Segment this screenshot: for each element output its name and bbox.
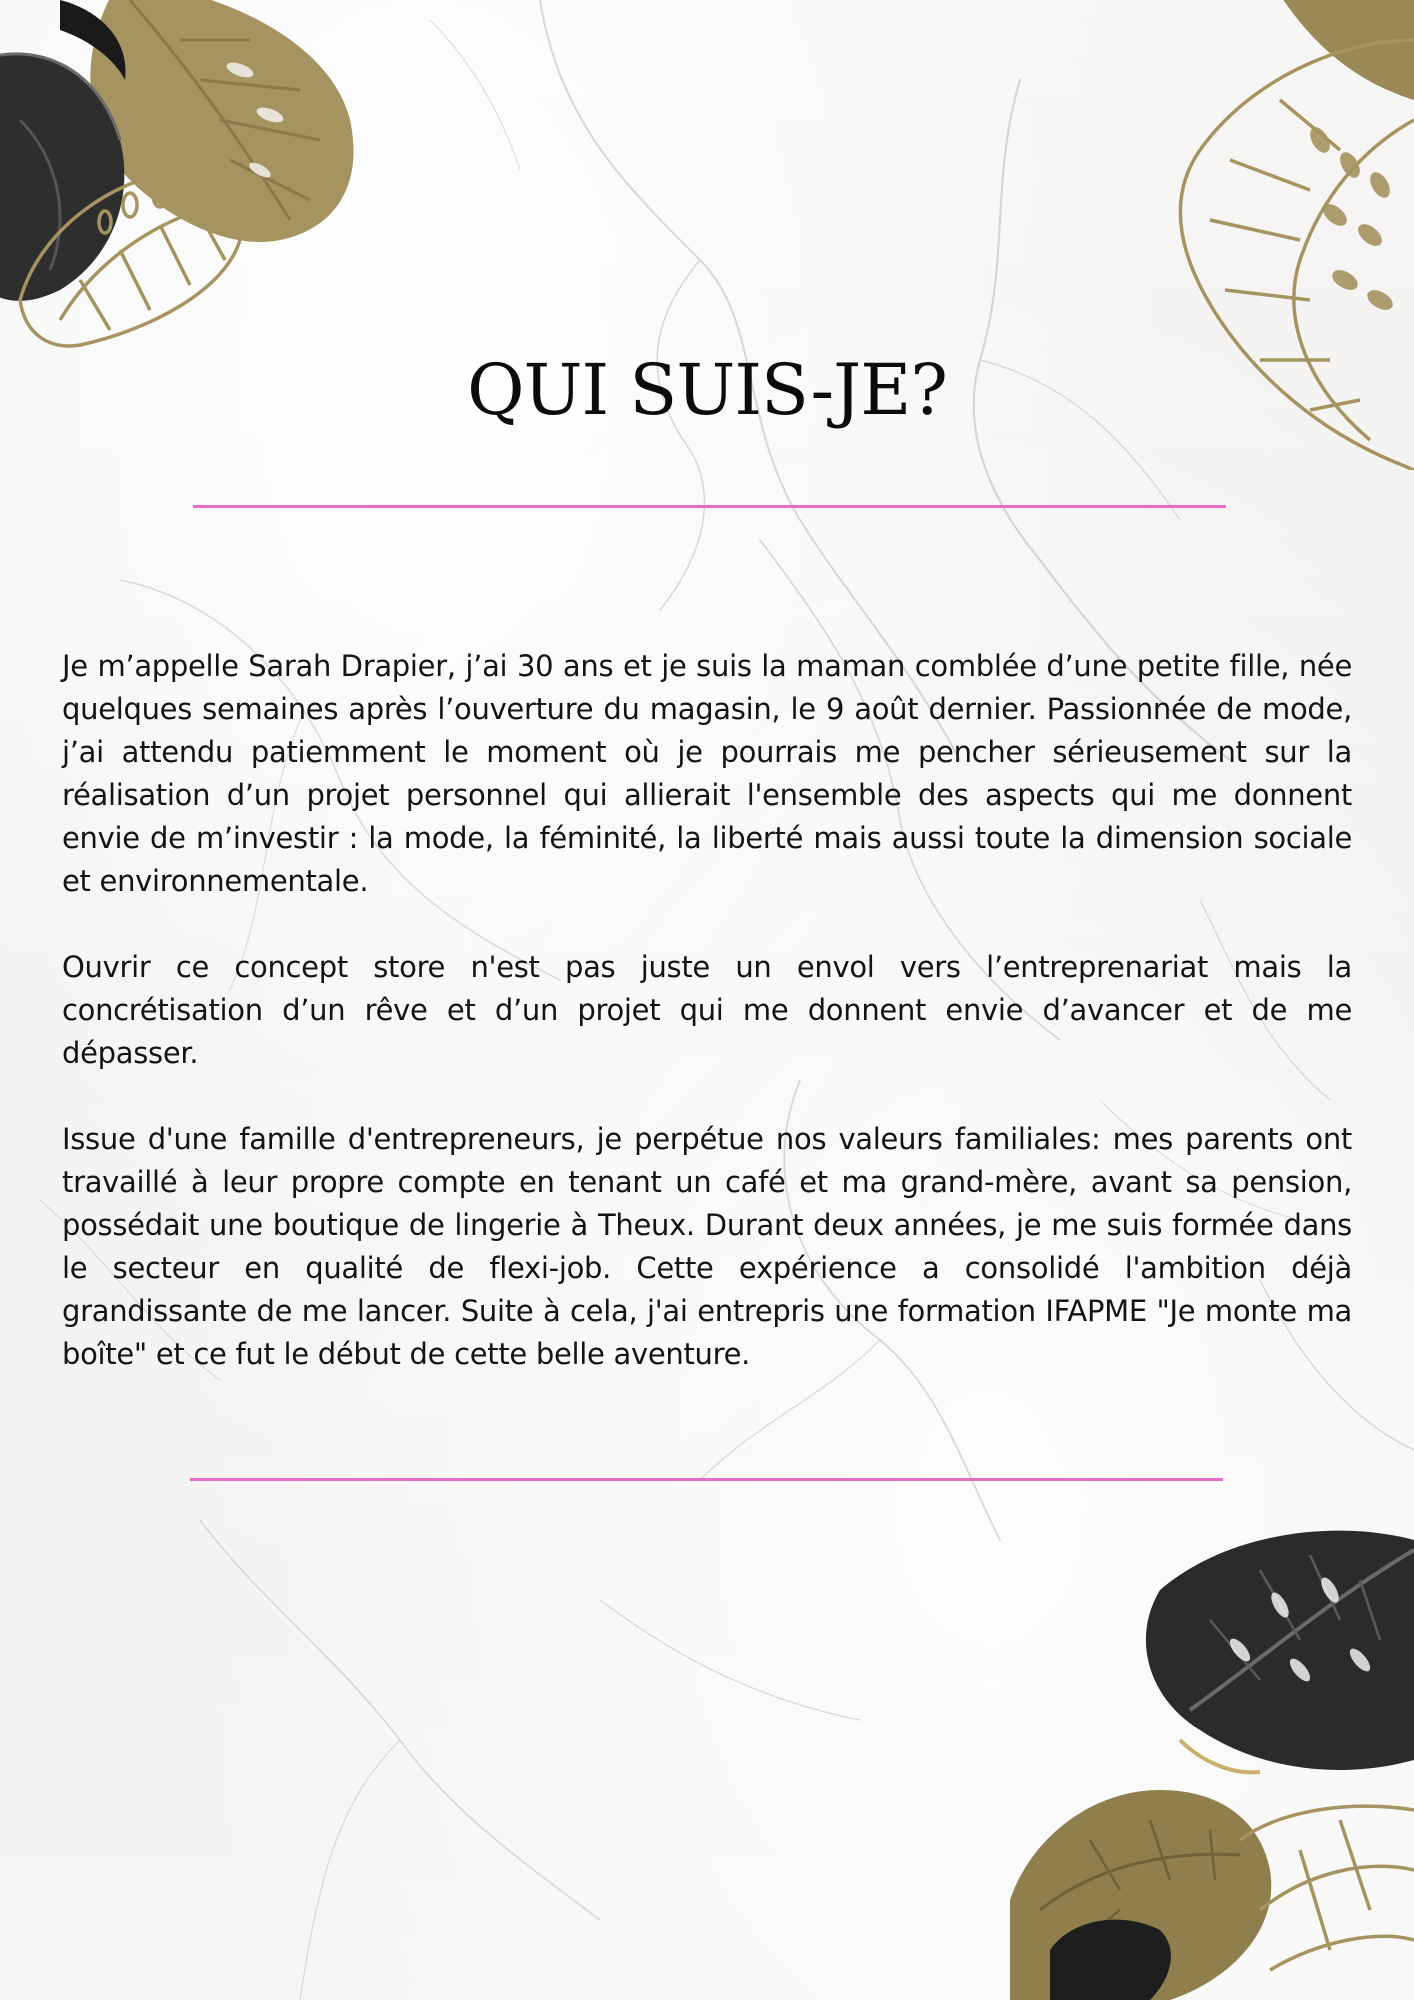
paragraph-intro: Je m’appelle Sarah Drapier, j’ai 30 ans et je suis la maman comblée d’une petite fille, née quelques semaines après l’ouverture du magasin, le 9 août dernier. Passionnée de mode, j’ai attendu patiemment le moment où je pourrais me pencher sérieusement sur la réalisation d’un projet personnel qui allierait l'ensemble des aspects qui me donnent envie de m’investir : la mode, la féminité, la liberté mais aussi toute la dimension sociale et environnementale. — [62, 649, 1352, 898]
monstera-leaves-bottom-right — [1010, 1510, 1414, 2000]
divider-bottom — [190, 1478, 1223, 1481]
monstera-leaves-top-left — [0, 0, 380, 360]
paragraph-concept-store: Ouvrir ce concept store n'est pas juste un envol vers l’entreprenariat mais la concrétisation d’un rêve et d’un projet qui me donnent envie d’avancer et de me dépasser. — [62, 950, 1352, 1070]
body-text — [62, 645, 1352, 1419]
divider-top — [193, 505, 1226, 508]
paragraph-family: Issue d'une famille d'entrepreneurs, je perpétue nos valeurs familiales: mes parents ont travaillé à leur propre compte en tenant un café et ma grand-mère, avant sa pension, possédait une boutique de lingerie à Theux. Durant deux années, je me suis formée dans le secteur en qualité de flexi-job. Cette expérience a consolidé l'ambition déjà grandissante de me lancer. Suite à cela, j'ai entrepris une formation IFAPME "Je monte ma boîte" et ce fut le début de cette belle aventure. — [62, 1122, 1352, 1371]
page-title: QUI SUIS-JE? — [467, 349, 947, 431]
